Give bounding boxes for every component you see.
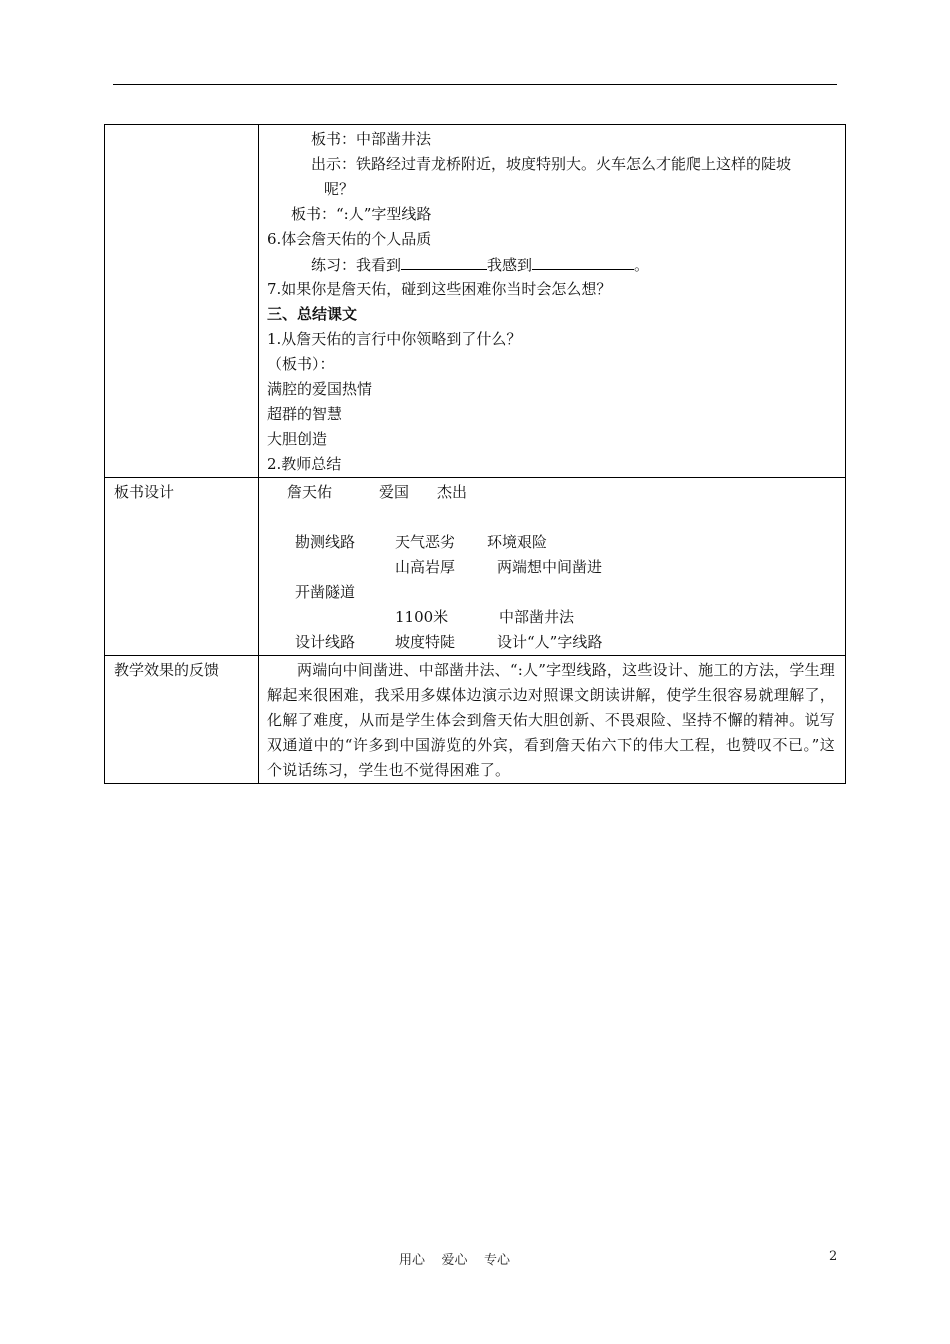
header-rule bbox=[113, 84, 837, 85]
board-design-cell bbox=[259, 478, 846, 656]
list-item: （板书）： bbox=[267, 355, 335, 373]
list-item: 大胆创造 bbox=[267, 430, 328, 448]
list-item: 满腔的爱国热情 bbox=[267, 380, 373, 398]
board-text: 设计线路 bbox=[295, 633, 356, 651]
board-text: 爱国 bbox=[379, 483, 410, 501]
list-item: 板书：“:人”字型线路 bbox=[291, 205, 432, 223]
list-item: 6.体会詹天佑的个人品质 bbox=[267, 230, 432, 248]
board-text: 天气恶劣 bbox=[395, 533, 456, 551]
page-number: 2 bbox=[829, 1249, 838, 1264]
row-label: 板书设计 bbox=[105, 478, 259, 656]
board-row-6 bbox=[267, 605, 841, 630]
answer-blank-1 bbox=[401, 252, 487, 270]
list-item: 出示：铁路经过青龙桥附近，坡度特别大。火车怎么才能爬上这样的陡坡 bbox=[311, 155, 792, 173]
board-row-blank bbox=[267, 505, 841, 530]
section-heading: 三、总结课文 bbox=[267, 305, 358, 323]
list-item: 1.从詹天佑的言行中你领略到了什么？ bbox=[267, 330, 522, 348]
row-label bbox=[105, 125, 259, 478]
lesson-plan-table bbox=[104, 124, 846, 784]
board-text: 1100米 bbox=[395, 608, 449, 626]
table-row bbox=[105, 478, 846, 656]
board-row-3 bbox=[267, 530, 841, 555]
footer-motto: 用心 爱心 专心 bbox=[399, 1253, 511, 1268]
board-text: 坡度特陡 bbox=[395, 633, 456, 651]
board-text: 杰出 bbox=[437, 483, 468, 501]
exercise-line bbox=[267, 252, 841, 277]
list-item: 板书：中部凿井法 bbox=[311, 130, 432, 148]
exercise-end: 。 bbox=[634, 256, 650, 274]
row-label: 教学效果的反馈 bbox=[105, 656, 259, 784]
list-item: 呢？ bbox=[324, 180, 355, 198]
table-row bbox=[105, 656, 846, 784]
feedback-cell bbox=[259, 656, 846, 784]
board-text: 中部凿井法 bbox=[499, 608, 575, 626]
exercise-label-1: 练习：我看到 bbox=[311, 256, 402, 274]
exercise-label-2: 我感到 bbox=[487, 256, 533, 274]
board-row-5 bbox=[267, 580, 841, 605]
board-row-4 bbox=[267, 555, 841, 580]
board-text: 詹天佑 bbox=[287, 483, 333, 501]
board-text: 勘测线路 bbox=[295, 533, 356, 551]
answer-blank-2 bbox=[532, 252, 634, 270]
board-text: 环境艰险 bbox=[487, 533, 548, 551]
board-row-1 bbox=[267, 480, 841, 505]
board-text: 设计“人”字线路 bbox=[497, 633, 603, 651]
list-item: 超群的智慧 bbox=[267, 405, 343, 423]
list-item: 2.教师总结 bbox=[267, 455, 342, 473]
board-text: 开凿隧道 bbox=[295, 583, 356, 601]
feedback-paragraph: 两端向中间凿进、中部凿井法、“:人”字型线路，这些设计、施工的方法，学生理解起来很困难，我采用多媒体边演示边对照课文朗读讲解，使学生很容易就理解了，化解了难度，从而是学生体会到詹天佑大胆创新、不畏艰险、坚持不懈的精神。说写双通道中的“许多到中国游览的外宾，看到詹天佑六下的伟大工程，也赞叹不已。”这个说话练习，学生也不觉得困难了。 bbox=[267, 661, 835, 779]
board-text: 山高岩厚 bbox=[395, 558, 456, 576]
board-row-7 bbox=[267, 630, 841, 655]
board-text: 两端想中间凿进 bbox=[497, 558, 603, 576]
table-row bbox=[105, 125, 846, 478]
process-cell bbox=[259, 125, 846, 478]
list-item: 7.如果你是詹天佑，碰到这些困难你当时会怎么想？ bbox=[267, 280, 612, 298]
